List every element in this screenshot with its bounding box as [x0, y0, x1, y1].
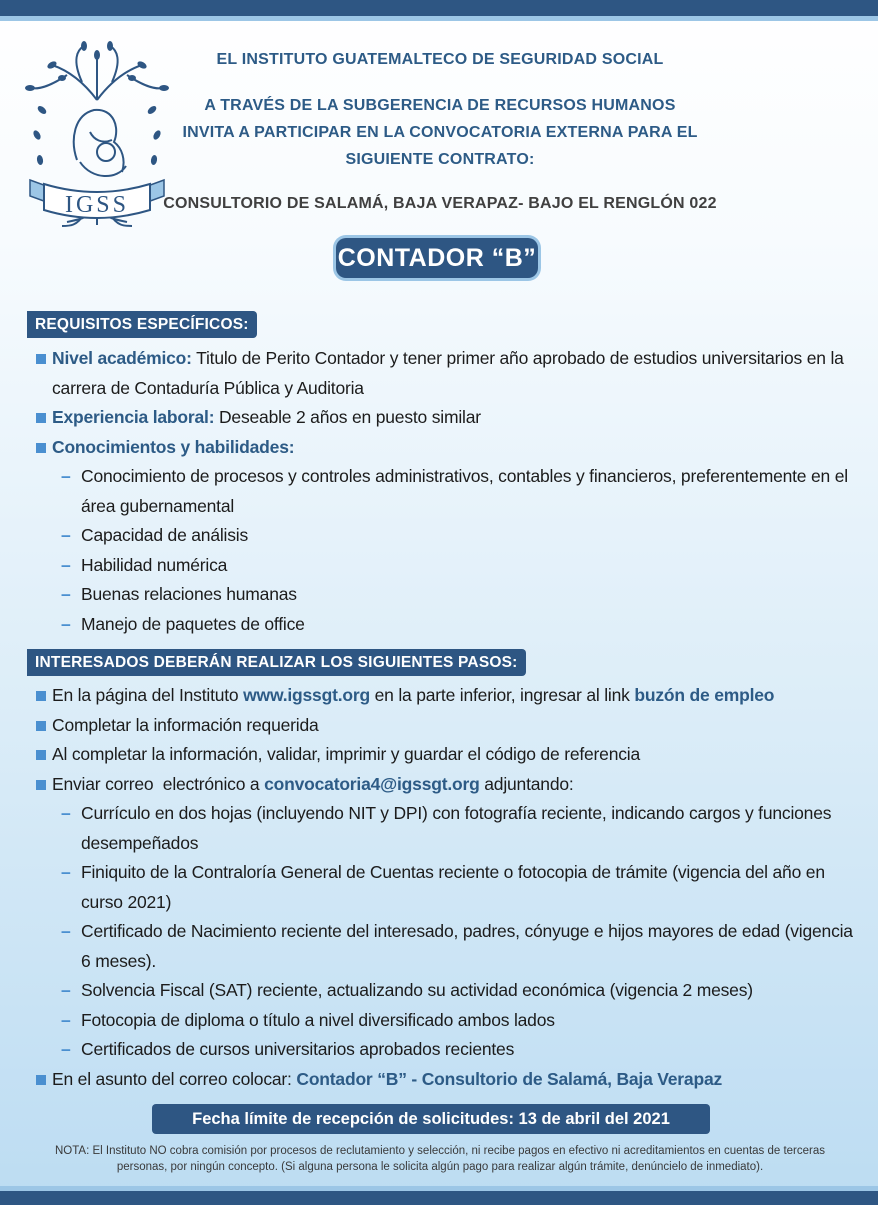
sub-list-item — [36, 976, 856, 1006]
logo-text: IGSS — [64, 192, 130, 218]
dash-bullet-icon: – — [61, 466, 71, 486]
skill-text: Habilidad numérica — [81, 554, 228, 575]
dash-bullet-icon: – — [61, 862, 71, 882]
dash-bullet-icon: – — [61, 1039, 71, 1059]
list-item — [36, 403, 856, 433]
skill-text: Conocimiento de procesos y controles administrativos, contables y financieros, preferentemente en el área gubernamental — [81, 466, 848, 516]
sub-list-item — [36, 858, 856, 917]
invitation-line-2: INVITA A PARTICIPAR EN LA CONVOCATORIA EXTERNA PARA EL — [182, 124, 698, 141]
invitation-line-1: A TRAVÉS DE LA SUBGERENCIA DE RECURSOS HUMANOS — [204, 97, 676, 114]
list-item — [36, 344, 856, 403]
sub-list-item — [36, 917, 856, 976]
location-line: CONSULTORIO DE SALAMÁ, BAJA VERAPAZ- BAJO EL RENGLÓN 022 — [163, 195, 717, 212]
experience-text: Deseable 2 años en puesto similar — [214, 407, 481, 427]
attachment-text: Solvencia Fiscal (SAT) reciente, actualizando su actividad económica (vigencia 2 meses) — [81, 980, 753, 1000]
top-border-bar — [0, 0, 878, 16]
sub-list-item — [36, 799, 856, 858]
dash-bullet-icon: – — [61, 584, 71, 604]
sub-list-item — [36, 462, 856, 521]
dash-bullet-icon: – — [61, 803, 71, 823]
list-item — [36, 681, 856, 711]
experience-label: Experiencia laboral: — [52, 407, 215, 427]
disclaimer-note: NOTA: El Instituto NO cobra comisión por procesos de reclutamiento y selección, ni recibe pagos en efectivo ni acreditamientos en cuentas de terceras personas, por ningún concepto. (Si alguna persona le solicita algún pago para realizar algún trámite, denúncielo de inmediato). — [54, 1145, 826, 1173]
requirements-list — [36, 344, 856, 639]
institution-name: EL INSTITUTO GUATEMALTECO DE SEGURIDAD SOCIAL — [216, 51, 664, 68]
dash-bullet-icon: – — [61, 613, 71, 634]
square-bullet-icon — [36, 354, 46, 364]
attachment-text: Currículo en dos hojas (incluyendo NIT y DPI) con fotografía reciente, indicando cargos y funciones desempeñados — [81, 803, 832, 853]
dash-bullet-icon: – — [61, 554, 71, 575]
skills-label: Conocimientos y habilidades: — [52, 436, 295, 457]
requirements-heading: REQUISITOS ESPECÍFICOS: — [27, 311, 257, 338]
step-text: adjuntando: — [479, 773, 574, 794]
list-item — [36, 433, 856, 463]
sub-list-item — [36, 1006, 856, 1036]
sub-list-item — [36, 580, 856, 610]
step-text: Enviar correo electrónico a — [52, 773, 265, 794]
igss-logo — [22, 40, 172, 228]
website-link[interactable]: www.igssgt.org — [243, 685, 370, 705]
position-title: CONTADOR “B” — [336, 238, 538, 278]
sub-list-item — [36, 1035, 856, 1065]
dash-bullet-icon: – — [61, 1009, 71, 1030]
skill-text: Manejo de paquetes de office — [81, 613, 305, 634]
square-bullet-icon — [36, 413, 46, 423]
deadline-banner: Fecha límite de recepción de solicitudes: 13 de abril del 2021 — [152, 1104, 710, 1134]
attachment-text: Certificado de Nacimiento reciente del interesado, padres, cónyuge e hijos mayores de edad (vigencia 6 meses). — [81, 921, 853, 971]
dash-bullet-icon: – — [61, 980, 71, 1000]
square-bullet-icon — [36, 750, 46, 760]
step-text: En el asunto del correo colocar: — [52, 1068, 297, 1089]
square-bullet-icon — [36, 1075, 46, 1085]
sub-list-item — [36, 610, 856, 640]
step-text: Al completar la información, validar, imprimir y guardar el código de referencia — [52, 744, 641, 764]
academic-label: Nivel académico: — [52, 348, 192, 368]
bottom-border-bar — [0, 1191, 878, 1205]
sub-list-item — [36, 521, 856, 551]
list-item — [36, 711, 856, 741]
steps-heading: INTERESADOS DEBERÁN REALIZAR LOS SIGUIENTES PASOS: — [27, 649, 526, 676]
step-text: En la página del Instituto — [52, 685, 244, 705]
attachment-text: Fotocopia de diploma o título a nivel diversificado ambos lados — [81, 1009, 555, 1030]
academic-text: Titulo de Perito Contador y tener primer año aprobado de estudios universitarios en la carrera de Contaduría Pública y Auditoria — [52, 348, 844, 398]
square-bullet-icon — [36, 691, 46, 701]
skill-text: Buenas relaciones humanas — [81, 584, 297, 604]
square-bullet-icon — [36, 780, 46, 790]
skill-text: Capacidad de análisis — [81, 525, 249, 545]
top-border-accent — [0, 16, 878, 21]
dash-bullet-icon: – — [61, 525, 71, 545]
list-item — [36, 740, 856, 770]
job-mailbox-link[interactable]: buzón de empleo — [634, 685, 775, 705]
list-item — [36, 1065, 856, 1095]
invitation-line-3: SIGUIENTE CONTRATO: — [345, 151, 535, 168]
email-link[interactable]: convocatoria4@igssgt.org — [264, 773, 480, 794]
step-text: en la parte inferior, ingresar al link — [369, 685, 635, 705]
steps-list — [36, 681, 856, 1094]
email-subject-text: Contador “B” - Consultorio de Salamá, Baja Verapaz — [296, 1068, 723, 1089]
dash-bullet-icon: – — [61, 921, 71, 941]
square-bullet-icon — [36, 721, 46, 731]
square-bullet-icon — [36, 443, 46, 453]
sub-list-item — [36, 551, 856, 581]
attachment-text: Certificados de cursos universitarios aprobados recientes — [81, 1039, 515, 1059]
attachment-text: Finiquito de la Contraloría General de Cuentas reciente o fotocopia de trámite (vigencia del año en curso 2021) — [81, 862, 825, 912]
invitation-text — [180, 92, 700, 173]
step-text: Completar la información requerida — [52, 714, 319, 735]
list-item — [36, 770, 856, 800]
